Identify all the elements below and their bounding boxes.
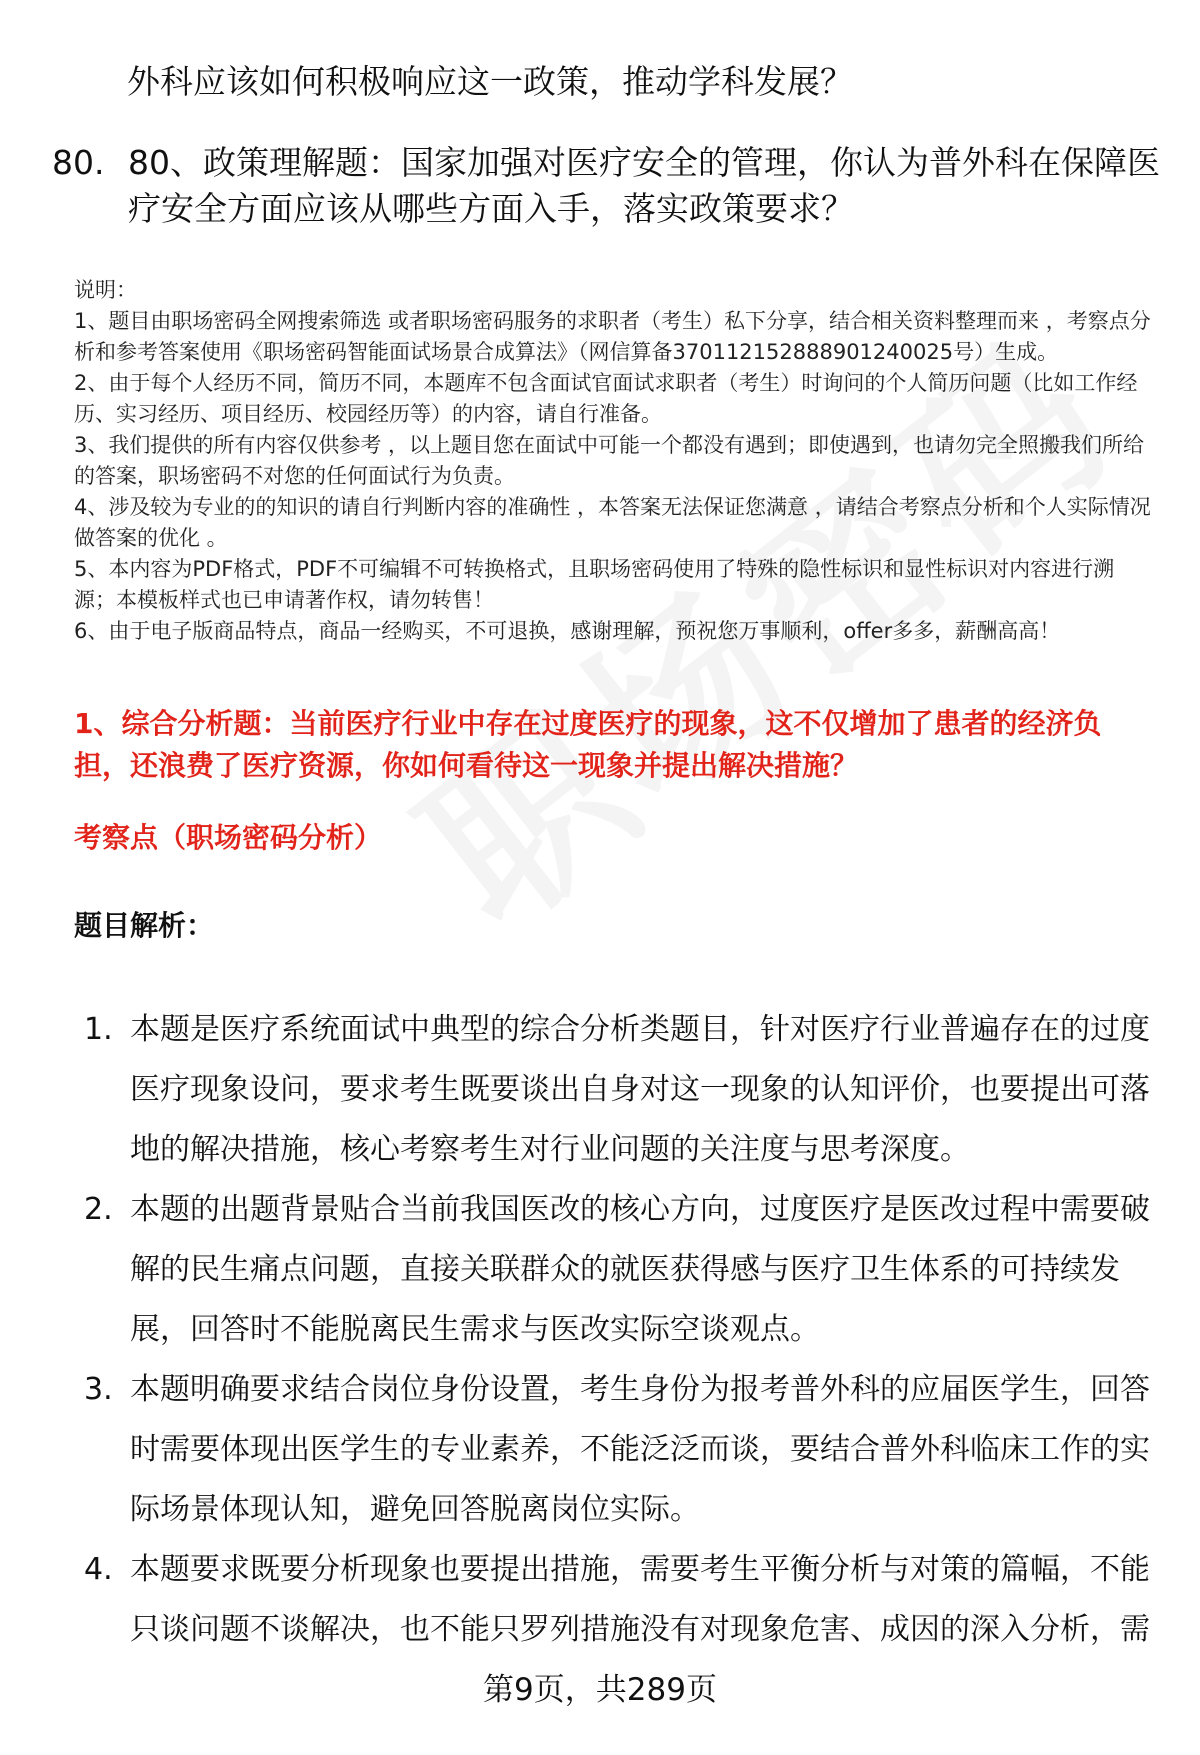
continued-question-text: 外科应该如何积极响应这一政策，推动学科发展？ [127,62,853,101]
note-line: 4、涉及较为专业的的知识的请自行判断内容的准确性 ，本答案无法保证您满意 ，请结合考察点分析和个人实际情况做答案的优化 。 [74,495,1151,550]
list-item [84,1540,1164,1660]
page-footer: 第9页，共289页 [483,1672,717,1708]
question-80 [52,140,1162,232]
list-item [84,1000,1164,1180]
note-line: 说明： [74,278,137,302]
note-line: 5、本内容为PDF格式，PDF不可编辑不可转换格式，且职场密码使用了特殊的隐性标识和显性标识对内容进行溯源；本模板样式也已申请著作权，请勿转售！ [74,557,1115,612]
note-line: 3、我们提供的所有内容仅供参考 ，以上题目您在面试中可能一个都没有遇到；即使遇到，也请勿完全照搬我们所给的答案，职场密码不对您的任何面试行为负责。 [74,433,1145,488]
list-item-number: 2. [84,1192,113,1227]
list-item-text: 本题要求既要分析现象也要提出措施，需要考生平衡分析与对策的篇幅，不能只谈问题不谈解决，也不能只罗列措施没有对现象危害、成因的深入分析，需 [130,1552,1150,1647]
list-item [84,1360,1164,1540]
list-item-number: 3. [84,1372,113,1407]
note-line: 6、由于电子版商品特点，商品一经购买，不可退换，感谢理解，预祝您万事顺利，offer多多，薪酬高高！ [74,619,1061,643]
analysis-list [84,1000,1164,1660]
analysis-heading: 题目解析： [74,909,215,942]
question-80-number: 80. [52,143,105,182]
list-item-text: 本题的出题背景贴合当前我国医改的核心方向，过度医疗是医改过程中需要破解的民生痛点问题，直接关联群众的就医获得感与医疗卫生体系的可持续发展，回答时不能脱离民生需求与医改实际空谈观点。 [130,1192,1150,1347]
question-1-heading: 1、综合分析题：当前医疗行业中存在过度医疗的现象，这不仅增加了患者的经济负担，还浪费了医疗资源，你如何看待这一现象并提出解决措施？ [74,707,1102,782]
kaochadian-heading: 考察点（职场密码分析） [74,821,383,854]
note-line: 2、由于每个人经历不同，简历不同，本题库不包含面试官面试求职者（考生）时询问的个人简历问题（比如工作经历、实习经历、项目经历、校园经历等）的内容，请自行准备。 [74,371,1138,426]
note-line: 1、题目由职场密码全网搜索筛选 或者职场密码服务的求职者（考生）私下分享，结合相关资料整理而来 ，考察点分析和参考答案使用《职场密码智能面试场景合成算法》（网信算备370112152888901240025号）生成。 [74,309,1151,364]
list-item-number: 1. [84,1012,113,1047]
list-item-text: 本题明确要求结合岗位身份设置，考生身份为报考普外科的应届医学生，回答时需要体现出医学生的专业素养，不能泛泛而谈，要结合普外科临床工作的实际场景体现认知，避免回答脱离岗位实际。 [130,1372,1150,1527]
question-80-text: 80、政策理解题：国家加强对医疗安全的管理，你认为普外科在保障医疗安全方面应该从哪些方面入手，落实政策要求？ [128,143,1160,228]
list-item [84,1180,1164,1360]
list-item-number: 4. [84,1552,113,1587]
notes-block [74,275,1154,647]
list-item-text: 本题是医疗系统面试中典型的综合分析类题目，针对医疗行业普遍存在的过度医疗现象设问，要求考生既要谈出自身对这一现象的认知评价，也要提出可落地的解决措施，核心考察考生对行业问题的关注度与思考深度。 [130,1012,1150,1167]
